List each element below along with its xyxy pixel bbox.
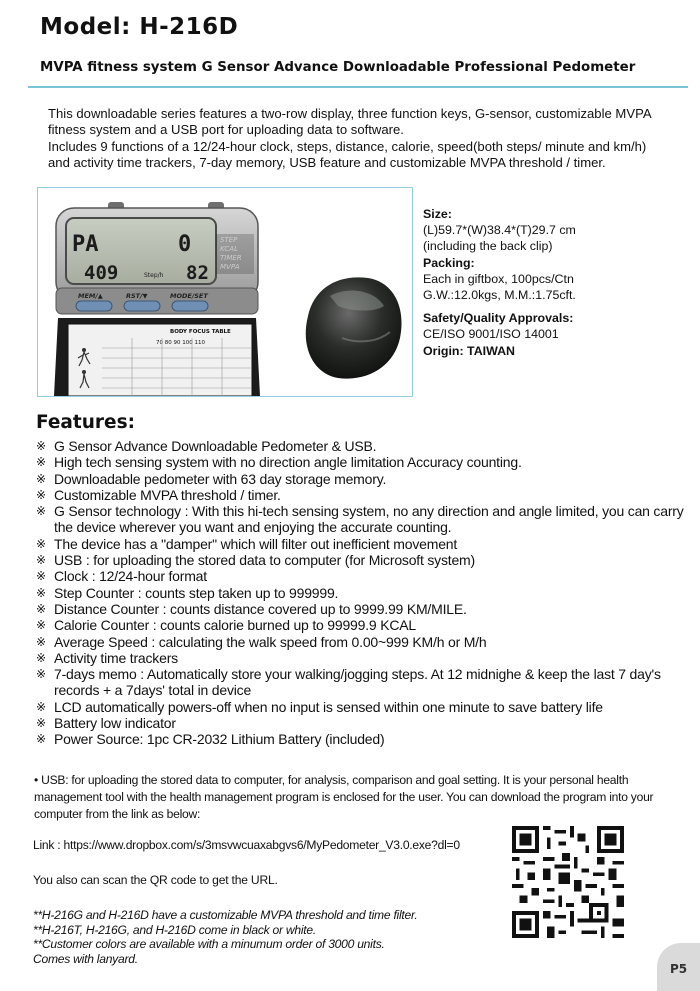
reference-mark-icon: ※ xyxy=(36,618,46,633)
note-line: **H-216G and H-216D have a customizable MVPA threshold and time filter. xyxy=(33,908,418,922)
button-label-rst: RST/▼ xyxy=(126,292,148,300)
qr-code-icon[interactable] xyxy=(512,826,624,938)
feature-item: ※ Power Source: 1pc CR-2032 Lithium Battery (included) xyxy=(36,731,385,748)
packing-value: Each in giftbox, 100pcs/Ctn xyxy=(423,271,574,286)
body-focus-table-numbers: 70 80 90 100 110 xyxy=(156,340,205,346)
lcd-bottom-left: 409 xyxy=(84,262,119,284)
reference-mark-icon: ※ xyxy=(36,487,46,502)
feature-item: ※ USB : for uploading the stored data to computer (for Microsoft system) xyxy=(36,552,475,569)
lcd-top-right: 0 xyxy=(178,232,192,257)
pedometer-illustration xyxy=(38,188,412,396)
feature-item: ※ LCD automatically powers-off when no input is sensed within one minute to save battery life xyxy=(36,698,603,715)
reference-mark-icon: ※ xyxy=(36,585,46,600)
reference-mark-icon: ※ xyxy=(36,439,46,453)
reference-mark-icon: ※ xyxy=(36,667,46,682)
reference-mark-icon: ※ xyxy=(36,536,46,551)
note-line: **Customer colors are available with a minumum order of 3000 units. xyxy=(33,937,385,952)
reference-mark-icon: ※ xyxy=(36,634,46,649)
feature-item: ※ G Sensor technology : With this hi-tech sensing system, no any direction and angle limited, you can carry the device wherever you want and enjoying the accurate counting. xyxy=(36,503,684,536)
origin: Origin: TAIWAN xyxy=(423,343,515,358)
reference-mark-icon: ※ xyxy=(36,650,46,665)
product-photo xyxy=(37,187,413,397)
feature-item: ※ Customizable MVPA threshold / timer. xyxy=(36,486,281,503)
product-subtitle: MVPA fitness system G Sensor Advance Downloadable Professional Pedometer xyxy=(40,60,636,75)
feature-item: ※ The device has a "damper" which will filter out inefficient movement xyxy=(36,535,458,552)
feature-item: ※ Calorie Counter : counts calorie burned up to 99999.9 KCAL xyxy=(36,617,416,634)
note-line: **H-216T, H-216G, and H-216D come in black or white. xyxy=(33,922,316,937)
feature-item: ※ Battery low indicator xyxy=(36,715,176,732)
lcd-bottom-small: Step/h xyxy=(144,272,164,279)
reference-mark-icon: ※ xyxy=(36,471,46,486)
feature-item: ※ Clock : 12/24-hour format xyxy=(36,568,207,585)
pedometer-open-device xyxy=(54,202,260,396)
feature-item: ※ Downloadable pedometer with 63 day storage memory. xyxy=(36,470,387,487)
size-value: (L)59.7*(W)38.4*(T)29.7 cm xyxy=(423,223,576,238)
reference-mark-icon: ※ xyxy=(36,699,46,714)
specs-block xyxy=(423,206,693,359)
reference-mark-icon: ※ xyxy=(36,553,46,568)
intro-paragraph-2: Includes 9 functions of a 12/24-hour clock, steps, distance, calorie, speed(both steps/ minute and km/h) and activity time trackers, 7-day memory, USB feature and customizable MVPA threshold / timer. xyxy=(48,138,647,170)
reference-mark-icon: ※ xyxy=(36,569,46,584)
reference-mark-icon: ※ xyxy=(36,732,46,747)
approvals-label: Safety/Quality Approvals: xyxy=(423,311,574,326)
side-label-mvpa: MVPA xyxy=(220,263,240,271)
reference-mark-icon: ※ xyxy=(36,455,46,470)
reference-mark-icon: ※ xyxy=(36,601,46,616)
note-line: Comes with lanyard. xyxy=(33,951,138,966)
button-label-mem: MEM/▲ xyxy=(78,292,103,300)
button-label-mode: MODE/SET xyxy=(170,292,208,300)
side-label-step: STEP xyxy=(220,236,238,244)
lcd-bottom-right: 82 xyxy=(186,262,209,284)
body-focus-table-header: BODY FOCUS TABLE xyxy=(170,329,231,335)
feature-item: ※ G Sensor Advance Downloadable Pedometer & USB. xyxy=(36,438,377,454)
intro-paragraph-1: This downloadable series features a two-row display, three function keys, G-sensor, customizable MVPA fitness system and a USB port for uploading data to software. xyxy=(48,106,651,138)
packing-weight: G.W.:12.0kgs, M.M.:1.75cft. xyxy=(423,288,576,303)
feature-item: ※ 7-days memo : Automatically store your walking/jogging steps. At 12 midnighe & keep the last 7 day's records + a 7days' total in device xyxy=(36,666,661,699)
usb-note: • USB: for uploading the stored data to computer, for analysis, comparison and goal setting. It is your personal health management tool with the health management program is enclosed for the user. You can download the program into your computer from the link as below: xyxy=(34,773,654,821)
header-divider xyxy=(28,86,688,88)
reference-mark-icon: ※ xyxy=(36,716,46,731)
side-label-kcal: KCAL xyxy=(220,245,238,253)
feature-item: ※ Activity time trackers xyxy=(36,649,178,666)
notes-block xyxy=(33,908,513,966)
size-note: (including the back clip) xyxy=(423,239,553,254)
reference-mark-icon: ※ xyxy=(36,504,46,519)
intro-text xyxy=(48,106,658,171)
feature-item: ※ Average Speed : calculating the walk speed from 0.00~999 KM/h or M/h xyxy=(36,633,487,650)
model-title: Model: H-216D xyxy=(40,14,239,40)
download-link[interactable]: Link : https://www.dropbox.com/s/3msvwcuaxabgvs6/MyPedometer_V3.0.exe?dl=0 xyxy=(33,838,460,852)
approvals-value: CE/ISO 9001/ISO 14001 xyxy=(423,327,559,342)
page-number: P5 xyxy=(670,962,688,976)
scan-instruction: You also can scan the QR code to get the URL. xyxy=(33,873,278,887)
side-label-timer: TIMER xyxy=(220,254,242,262)
feature-item: ※ High tech sensing system with no direction angle limitation Accuracy counting. xyxy=(36,454,522,471)
size-label: Size: xyxy=(423,207,452,221)
features-list xyxy=(36,438,686,748)
feature-item: ※ Distance Counter : counts distance covered up to 9999.99 KM/MILE. xyxy=(36,600,467,617)
feature-item: ※ Step Counter : counts step taken up to 999999. xyxy=(36,584,339,601)
packing-label: Packing: xyxy=(423,255,475,270)
pedometer-shell xyxy=(306,277,402,378)
features-heading: Features: xyxy=(36,412,136,433)
lcd-top-left: PA xyxy=(72,232,99,257)
